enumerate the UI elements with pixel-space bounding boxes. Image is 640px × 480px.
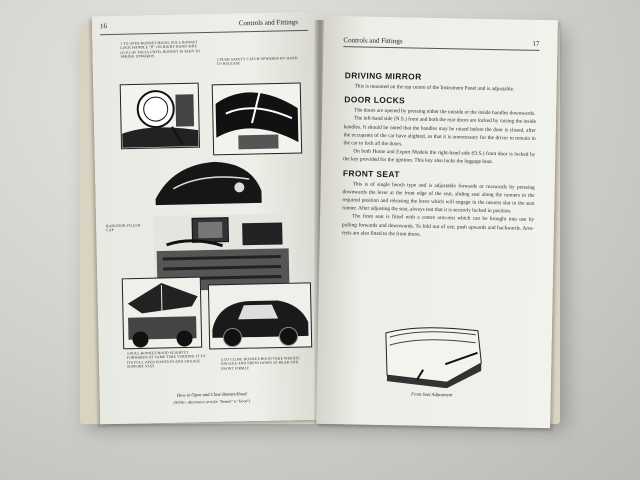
section-front-seat <box>342 168 535 241</box>
caption-radiator-cap: RADIATOR FILLER CAP <box>106 223 141 233</box>
illustration-safety-catch <box>211 82 302 156</box>
caption-step-3: 3 PULL BONNET/HOOD SLIGHTLY FORWARDS AT SAME TIME TURNING IT TO ITS FULL OPEN POSITION AND ENGAGE SUPPORT STAY <box>126 350 206 369</box>
left-page <box>92 12 324 425</box>
section-heading: DRIVING MIRROR <box>344 70 422 82</box>
right-figure-caption: Front Seat Adjustment <box>411 391 453 398</box>
left-figure-caption: How to Open and Close Bonnet/Hood <box>176 391 247 398</box>
illustration-bonnet-closed <box>207 282 312 350</box>
left-running-title: Controls and Fittings <box>238 18 299 28</box>
caption-step-1: 1 TO OPEN BONNET/HOOD, PULL BONNET LOCK HANDLE "B" ON RIGHT-HAND SIDE (O.S.) OF FACIA UNTIL BONNET IS SEEN TO SPRING UPWARDS <box>120 40 201 59</box>
illustration-bonnet-lock-handle <box>119 82 200 150</box>
section-driving-mirror <box>345 70 537 94</box>
right-running-title: Controls and Fittings <box>343 36 403 46</box>
right-page-body <box>342 66 537 241</box>
illustration-front-seat <box>377 323 488 389</box>
paragraph: On both Home and Export Models the right-hand side (O.S.) front door is locked by the key provided for the ignition. This key also locks the luggage boot. <box>343 148 536 166</box>
section-heading: DOOR LOCKS <box>344 94 406 106</box>
left-page-number: 16 <box>99 22 108 31</box>
caption-step-2: 2 PUSH SAFETY CATCH UPWARDS BY HAND TO RELEASE <box>216 56 298 67</box>
paragraph: The left-hand side (N.S.) front and both the rear doors are locked by raising the inside handles. It should be noted that the handles may be raised before the door is closed, after the occupants of the car have alighted, so that it is unnecessary for the driver to remain in the car to lock all the doors. <box>343 115 536 148</box>
section-door-locks <box>343 94 536 167</box>
paragraph: This is mounted on the top centre of the Instrument Panel and is adjustable. <box>354 83 515 93</box>
right-page <box>316 16 558 428</box>
section-heading: FRONT SEAT <box>342 167 400 179</box>
caption-step-4: 4 TO CLOSE BONNET/HOOD TAKE WEIGHT, ENGAGE AND PRESS DOWN AT REAR AND FRONT FIRMLY <box>220 356 301 371</box>
right-page-number: 17 <box>532 39 540 48</box>
paragraph: The front seat is fitted with a centre arm-rest which can be brought into use by pulling forwards and downwards. To fold out of use, push upwards and backwards. Arm-rests are also fitted to the front doors. <box>341 213 535 238</box>
paragraph: The doors are opened by pressing either the outside or the inside handles downwards. <box>354 107 536 118</box>
illustration-bonnet-open <box>121 276 202 350</box>
left-figure-note: (NOTE—Alternative term for "Bonnet" is "Hood") <box>173 399 251 405</box>
illustration-car-front-hood <box>153 157 264 207</box>
paragraph: This is of single bench type and is adjustable forwards or rearwards by pressing downwards the lever at the front edge of the seat, sliding seat along the runners to the required position and releasing the lever which will engage in the nearest slot in the seat runner. After adjusting the seat, always test that it is securely locked in position. <box>342 181 535 215</box>
